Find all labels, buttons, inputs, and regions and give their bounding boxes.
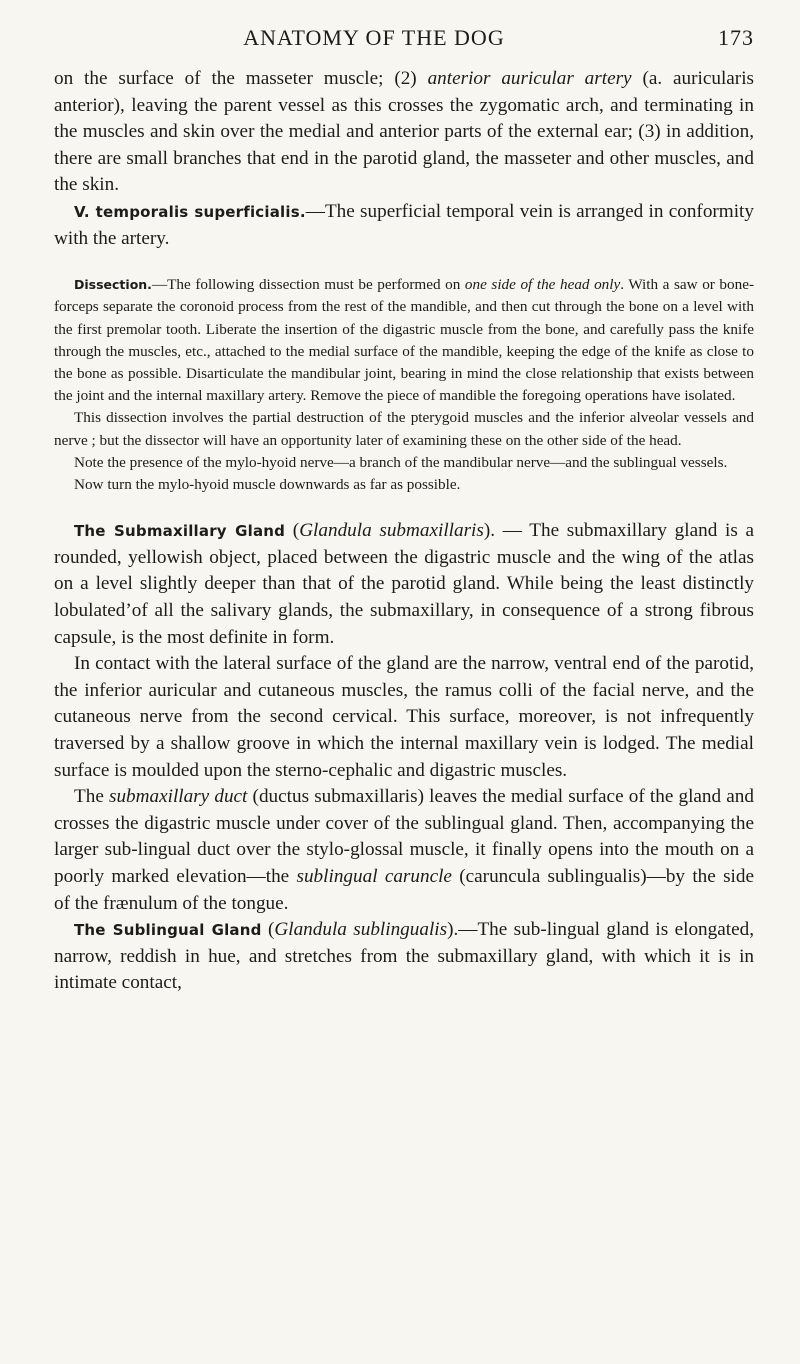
dissection-paragraph-2: This dissection involves the partial destruction of the pterygoid muscles and the inferior alveolar vessels and nerve ; but the dissector will have an opportunity later of examining these on the other side of the head.	[54, 409, 754, 449]
page-number: 173	[718, 25, 754, 50]
paragraph-sublingual-gland: The Sublingual Gland (Glandula sublingualis).—The sub-lingual gland is elongated, narrow, reddish in hue, and stretches from the submaxillary gland, with which it is in intimate contact,	[54, 919, 754, 994]
paragraph-submaxillary-gland: The Submaxillary Gland (Glandula submaxillaris). — The submaxillary gland is a rounded, yellowish object, placed between the digastric muscle and the wing of the atlas on a level slightly deeper than that of the parotid gland. While being the least distinctly lobulatedʼof all the salivary glands, the submaxillary, in consequence of a strong fibrous capsule, is the most definite in form.	[54, 520, 754, 648]
paragraph-submaxillary-duct: The submaxillary duct (ductus submaxillaris) leaves the medial surface of the gland and crosses the digastric muscle under cover of the sublingual gland. Then, accompanying the larger sub-lingual duct over the stylo-glossal muscle, it finally opens into the mouth on a poorly marked elevation—the sublingual caruncle (caruncula sublingualis)—by the side of the frænulum of the tongue.	[54, 786, 754, 914]
dissection-paragraph-1: Dissection.—The following dissection must be performed on one side of the head only. With a saw or bone-forceps separate the coronoid process from the rest of the mandible, and then cut through the bone on a level with the first premolar tooth. Liberate the insertion of the digastric muscle from the bone, and carefully pass the knife through the muscles, etc., attached to the medial surface of the mandible, keeping the edge of the knife as close to the bone as possible. Disarticulate the mandibular joint, bearing in mind the close relationship that exists between the joint and the internal maxillary artery. Remove the piece of mandible the foregoing operations have isolated.	[54, 276, 754, 405]
term-anterior-auricular-artery: anterior auricular artery	[427, 68, 632, 89]
heading-submaxillary-gland: The Submaxillary Gland	[74, 522, 286, 541]
heading-sublingual-gland: The Sublingual Gland	[74, 921, 262, 940]
heading-temporalis: V. temporalis superficialis.	[74, 202, 306, 221]
heading-dissection: Dissection.	[74, 277, 152, 293]
running-title: ANATOMY OF THE DOG	[243, 25, 505, 50]
running-head	[54, 18, 754, 58]
paragraph-auricular-artery: on the surface of the masseter muscle; (2) anterior auricular artery (a. auricularis anterior), leaving the parent vessel as this crosses the zygomatic arch, and terminating in the muscles and skin over the medial and anterior parts of the external ear; (3) in addition, there are small branches that end in the parotid gland, the masseter and other muscles, and the skin.	[54, 68, 754, 196]
paragraph-temporal-vein: V. temporalis superficialis.—The superficial temporal vein is arranged in conformity with the artery.	[54, 200, 754, 249]
dissection-paragraph-4: Now turn the mylo-hyoid muscle downwards as far as possible.	[74, 475, 461, 493]
paragraph-lateral-surface: In contact with the lateral surface of the gland are the narrow, ventral end of the parotid, the inferior auricular and cutaneous muscles, the ramus colli of the facial nerve, and the cutaneous nerve from the second cervical. This surface, moreover, is not infrequently traversed by a shallow groove in which the internal maxillary vein is lodged. The medial surface is moulded upon the sterno-cephalic and digastric muscles.	[54, 653, 754, 781]
dissection-paragraph-3: Note the presence of the mylo-hyoid nerve—a branch of the mandibular nerve—and the sublingual vessels.	[74, 453, 728, 471]
book-page	[54, 18, 754, 997]
dissection-section	[54, 274, 754, 496]
